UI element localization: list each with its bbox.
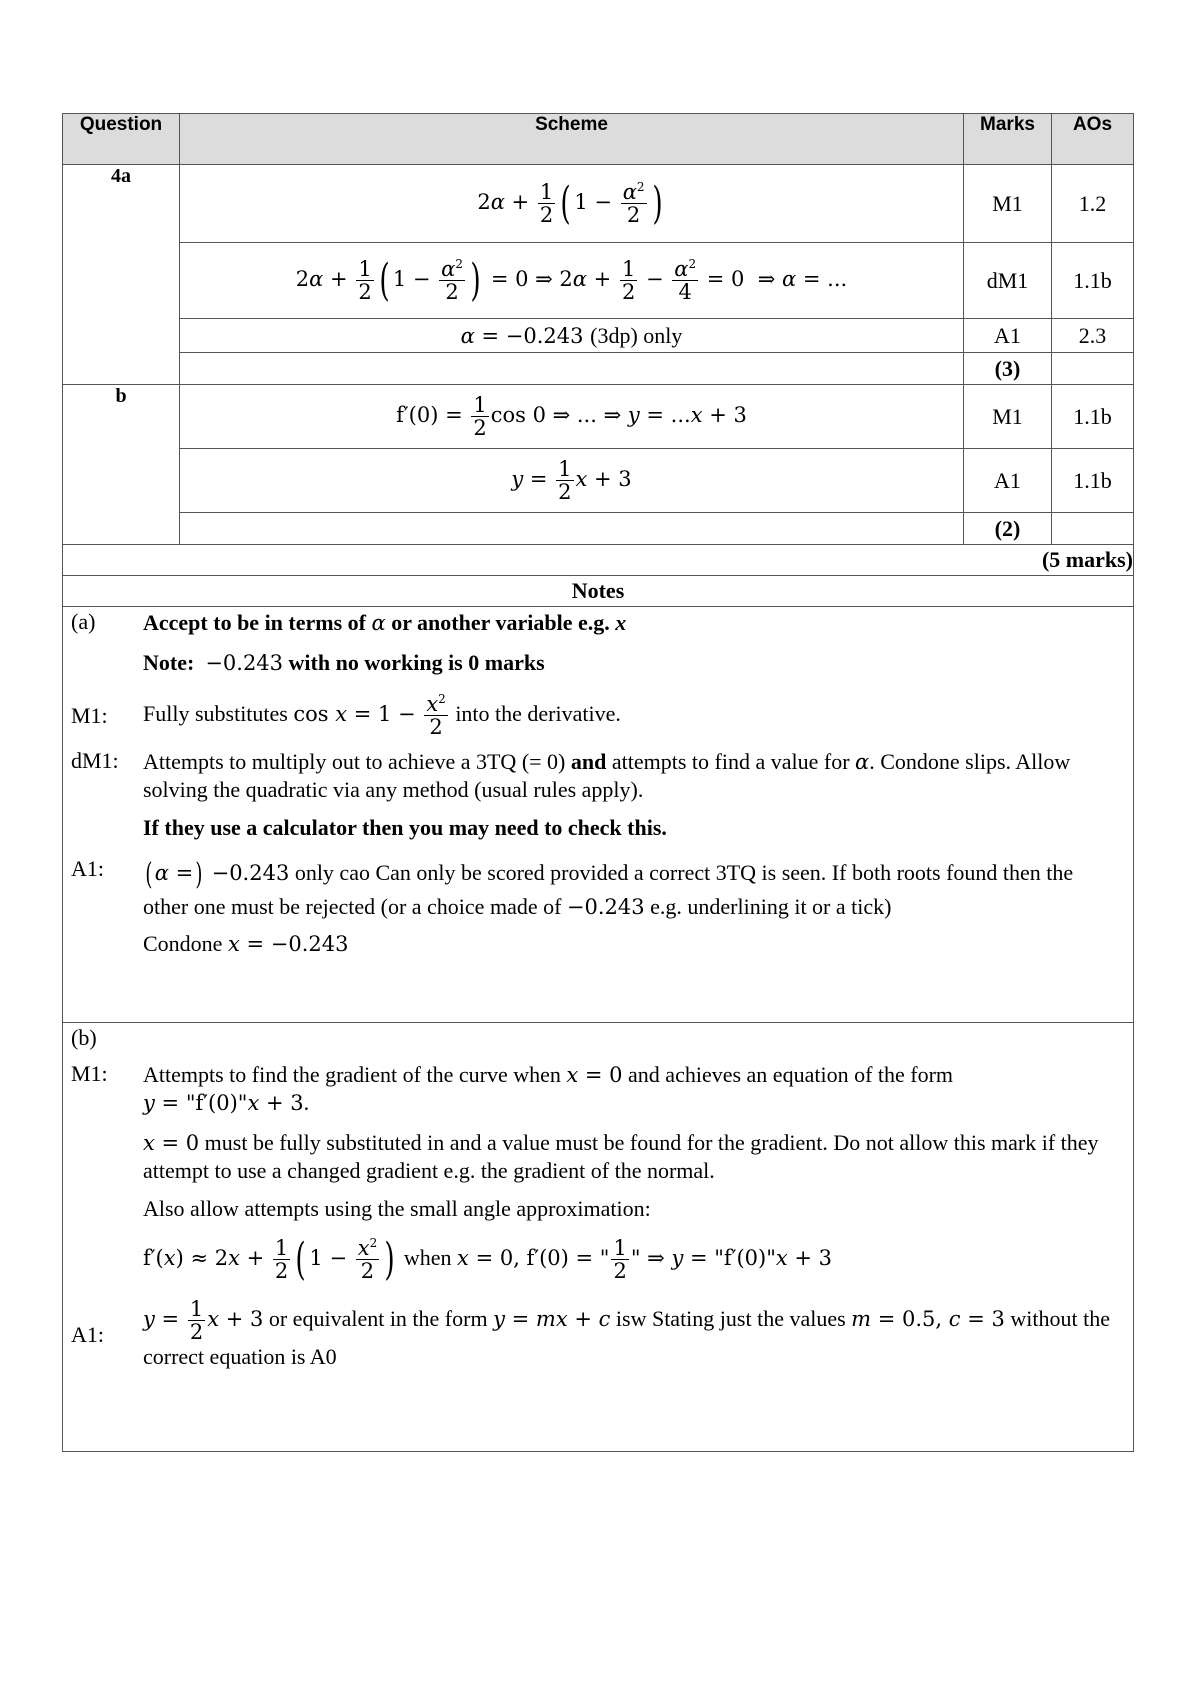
- notes-b-label: (b): [71, 1025, 97, 1050]
- table-row: [63, 165, 1134, 243]
- ao-b1: 1.1b: [1052, 385, 1134, 449]
- question-label-b: b: [63, 385, 180, 545]
- notes-bm1-label: M1:: [71, 1061, 108, 1086]
- notes-a-label: (a): [71, 609, 96, 634]
- table-row: [63, 385, 1134, 449]
- calculator-note: If they use a calculator then you may need to check this.: [143, 815, 667, 841]
- table-row: [63, 513, 1134, 545]
- subtotal-a: (3): [964, 353, 1052, 385]
- scheme-b-gradient: f′(0) = $\frac{1}{2}$ cos 0 ⇒ ... ⇒ y = ...x + 3: [180, 385, 964, 449]
- notes-ba1-label: A1:: [71, 1321, 104, 1347]
- subtotal-b: (2): [964, 513, 1052, 545]
- table-header-row: [63, 114, 1134, 165]
- header-marks: Marks: [964, 114, 1052, 165]
- table-row: [63, 449, 1134, 513]
- total-marks: (5 marks): [63, 545, 1134, 576]
- table-row: [63, 243, 1134, 319]
- notes-a1-label: A1:: [71, 856, 104, 882]
- table-row: [63, 319, 1134, 353]
- table-row: [63, 1023, 1134, 1452]
- header-question: Question: [63, 114, 180, 165]
- notes-title: Notes: [63, 576, 1134, 607]
- mark-a1: M1: [964, 165, 1052, 243]
- scheme-b-equation: y = $\frac{1}{2}$ x + 3: [180, 449, 964, 513]
- mark-a3: A1: [964, 319, 1052, 353]
- ao-a3: 2.3: [1052, 319, 1134, 353]
- header-scheme: Scheme: [180, 114, 964, 165]
- ao-a2: 1.1b: [1052, 243, 1134, 319]
- scheme-a-derivative: 2α + $\frac{1}{2}$ ( 1 − $\frac{\alpha^2}{2}$ ): [180, 165, 964, 243]
- question-label-4a: 4a: [63, 165, 180, 385]
- table-row: [63, 576, 1134, 607]
- mark-a2: dM1: [964, 243, 1052, 319]
- table-row: [63, 545, 1134, 576]
- scheme-a-answer: α = −0.243 (3dp) only: [180, 319, 964, 353]
- notes-m1-label: M1:: [71, 702, 108, 728]
- answer-value-a: −0.243: [505, 323, 584, 348]
- mark-b2: A1: [964, 449, 1052, 513]
- notes-part-b: (b) M1: Attempts to find the gradient of the curve when x = 0 and achieves an equation of the form y = "f′(0)"x + 3. x = 0 must be fully substituted in and a value must be found for the gradient. Do not allow this mark if they attempt to use a changed gradient e.g. the gradient of the normal. Also allow attempts using the small angle approximation: f′(x) ≈ 2x + $\frac{1}{2}$ ( 1 − $\frac{x^2}{2}$ ) when x = 0, f′(0) = " $\frac{1}{2}$ " ⇒ y = "f′(0)"x + 3 A1: y = $\frac{1}{2}$ x + 3 or equivalent in the form y = mx + c isw Stating just the values m = 0.5, c = 3 without the correct equation is A0: [63, 1023, 1134, 1452]
- ao-b2: 1.1b: [1052, 449, 1134, 513]
- mark-b1: M1: [964, 385, 1052, 449]
- header-aos: AOs: [1052, 114, 1134, 165]
- table-row: [63, 607, 1134, 1023]
- scheme-a-solve: 2α + $\frac{1}{2}$ ( 1 − $\frac{\alpha^2}{2}$ ) = 0 ⇒ 2α + $\frac{1}{2}$ − $\frac{\alpha^2}{4}$ = 0 ⇒ α = ...: [180, 243, 964, 319]
- mark-scheme-table: [62, 113, 1134, 1452]
- notes-part-a: (a) Accept to be in terms of α or another variable e.g. x Note: −0.243 with no working is 0 marks M1: Fully substitutes cos x = 1 − $\frac{x^2}{2}$ into the derivative. dM1: Attempts to multiply out to achieve a 3TQ (= 0) and attempts to find a value for α. Condone slips. Allow solving the quadratic via any method (usual rules apply). If they use a calculator then you may need to check this. A1: ( α =) −0.243 only cao Can only be scored provided a correct 3TQ is seen. If both roots found then the other one must be rejected (or a choice made of −0.243 e.g. underlining it or a tick) Condone x = −0.243: [63, 607, 1134, 1023]
- answer-text-a: (3dp) only: [590, 322, 683, 348]
- notes-dm1-label: dM1:: [71, 748, 119, 774]
- ao-a1: 1.2: [1052, 165, 1134, 243]
- table-row: [63, 353, 1134, 385]
- mark-scheme-page: [62, 113, 1133, 1452]
